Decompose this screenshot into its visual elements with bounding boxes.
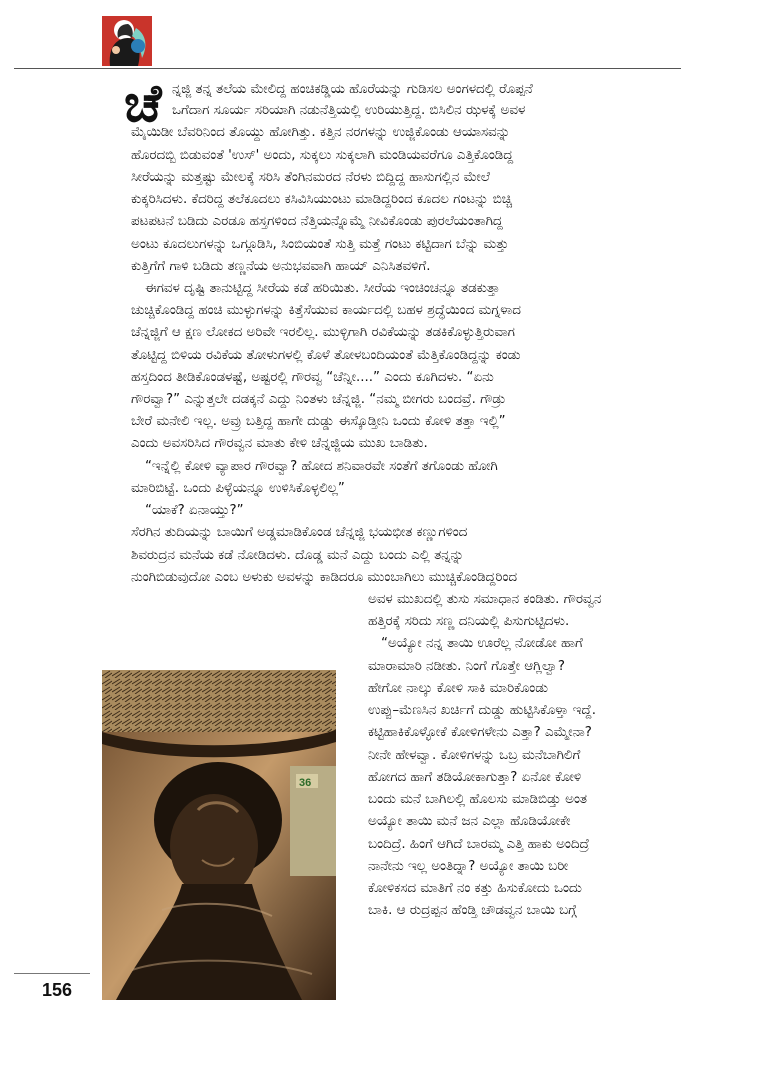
text-line: ಶಿವರುದ್ರನ ಮನೆಯ ಕಡೆ ನೋಡಿದಳು. ದೊಡ್ಡ ಮನೆ ಎದ್ದು ಬಂದು ಎಲ್ಲಿ ತನ್ನನ್ನು <box>131 548 464 563</box>
drop-cap: ಚೆ <box>124 74 162 134</box>
text-line: ಮೈಯಿಡೀ ಬೆವರಿನಿಂದ ತೊಯ್ದು ಹೋಗಿತ್ತು. ಕತ್ತಿನ ನರಗಳನ್ನು ಉಜ್ಜಿಕೊಂಡು ಆಯಾಸವನ್ನು <box>131 125 511 140</box>
text-line: ನ್ನಜ್ಜಿ ತನ್ನ ತಲೆಯ ಮೇಲಿದ್ದ ಹಂಚಿಕಡ್ಡಿಯ ಹೊರೆಯನ್ನು ಗುಡಿಸಲ ಅಂಗಳದಲ್ಲಿ ರೊಪ್ಪನೆ <box>172 82 533 97</box>
text-line: ಬಂದಿದ್ರೆ. ಹಿಂಗೆ ಆಗಿದೆ ಬಾರಮ್ಮ ಎತ್ತಿ ಹಾಕು ಅಂದಿದ್ರೆ <box>368 837 590 852</box>
text-line: ಮಾರಿಬಿಟ್ಟೆ. ಒಂದು ಪಿಳ್ಳೆಯನ್ನೂ ಉಳಿಸಿಕೊಳ್ಳಲಿಲ್ಲ” <box>131 481 345 496</box>
text-line: ಬಾಕಿ. ಆ ರುದ್ರಪ್ಪನ ಹೆಂಡ್ತಿ ಚೌಡವ್ವನ ಬಾಯಿ ಬಗ್ಗೆ <box>368 903 577 918</box>
logo-illustration <box>102 16 152 66</box>
text-line: ಪಟಪಟನೆ ಬಡಿದು ಎರಡೂ ಹಸ್ತಗಳಿಂದ ನೆತ್ತಿಯನ್ನೊಮ್ಮೆ ನೀವಿಕೊಂಡು ಪುರಲೆಯಂತಾಗಿದ್ದ <box>131 214 503 229</box>
text-line: ಹತ್ತಿರಕ್ಕೆ ಸರಿದು ಸಣ್ಣ ದನಿಯಲ್ಲಿ ಪಿಸುಗುಟ್ಟಿದಳು. <box>368 614 570 629</box>
text-line: ನೀನೇ ಹೇಳವ್ವಾ. ಕೋಳಿಗಳನ್ನು ಒಬ್ರ ಮನೆಬಾಗಿಲಿಗೆ <box>368 748 581 763</box>
text-line: “ಅಯ್ಯೋ ನನ್ನ ತಾಯಿ ಊರೆಲ್ಲ ನೋಡೋ ಹಾಗೆ <box>381 636 583 651</box>
footer-rule <box>14 973 90 974</box>
text-line: ಚೆನ್ನಜ್ಜಿಗೆ ಆ ಕ್ಷಣ ಲೋಕದ ಅರಿವೇ ಇರಲಿಲ್ಲ. ಮುಳ್ಳಿಗಾಗಿ ರವಿಕೆಯನ್ನು ತಡಕಿಕೊಳ್ಳುತ್ತಿರುವಾಗ <box>131 325 515 340</box>
text-line: ಗೌರವ್ವಾ?” ಎನ್ನುತ್ತಲೇ ದಡಕ್ಕನೆ ಎದ್ದು ನಿಂತಳು ಚೆನ್ನಜ್ಜಿ. “ನಮ್ಮ ಬೀಗರು ಬಂದವ್ರೆ. ಗೌಡ್ರು <box>131 392 506 407</box>
text-line: ಚುಚ್ಚಿಕೊಂಡಿದ್ದ ಹಂಚಿ ಮುಳ್ಳುಗಳನ್ನು ಕಿತ್ತೆಸೆಯುವ ಕಾರ್ಯದಲ್ಲಿ ಬಹಳ ಶ್ರದ್ಧೆಯಿಂದ ಮಗ್ನಳಾದ <box>131 303 521 318</box>
text-line: ಹೋಗದ ಹಾಗೆ ತಡಿಯೋಕಾಗುತ್ತಾ? ಏನೋ ಕೋಳಿ <box>368 770 582 785</box>
text-line: ಕಟ್ಟಿಹಾಕಿಕೊಳ್ಳೋಕೆ ಕೋಳಿಗಳೇನು ಎತ್ತಾ? ಎಮ್ಮೇನಾ? <box>368 725 592 740</box>
text-line: ಕುಕ್ಕರಿಸಿದಳು. ಕೆದರಿದ್ದ ತಲೆಕೂದಲು ಕಸಿವಿಸಿಯುಂಟು ಮಾಡಿದ್ದರಿಂದ ಕೂದಲ ಗಂಟನ್ನು ಬಿಚ್ಚಿ <box>131 192 513 207</box>
text-line: ತೊಟ್ಟಿದ್ದ ಬಿಳಿಯ ರವಿಕೆಯ ತೋಳುಗಳಲ್ಲಿ ಕೊಳೆ ತೋಳಬಂದಿಯಂತೆ ಮೆತ್ತಿಕೊಂಡಿದ್ದನ್ನು ಕಂಡು <box>131 348 521 363</box>
illustration-photo <box>102 670 336 1000</box>
text-line: ಈಗವಳ ದೃಷ್ಟಿ ತಾನುಟ್ಟಿದ್ದ ಸೀರೆಯ ಕಡೆ ಹರಿಯಿತು. ಸೀರೆಯ ಇಂಚಿಂಚನ್ನೂ ತಡಕುತ್ತಾ <box>145 281 500 296</box>
text-line: ಅಂಟು ಕೂದಲುಗಳನ್ನು ಒಗ್ಗೂಡಿಸಿ, ಸಿಂಬಿಯಂತೆ ಸುತ್ತಿ ಮತ್ತೆ ಗಂಟು ಕಟ್ಟಿದಾಗ ಬೆನ್ನು ಮತ್ತು <box>131 237 509 252</box>
text-line: ಹೊರದಬ್ಬಿ ಬಿಡುವಂತೆ 'ಉಸ್' ಅಂದು, ಸುಕ್ಕಲು ಸುಕ್ಕಲಾಗಿ ಮಂಡಿಯವರೆಗೂ ಎತ್ತಿಕೊಂಡಿದ್ದ <box>131 148 514 163</box>
text-line: ಅವಳ ಮುಖದಲ್ಲಿ ತುಸು ಸಮಾಧಾನ ಕಂಡಿತು. ಗೌರವ್ವನ <box>368 592 602 607</box>
text-line: ಕುತ್ತಿಗೆಗೆ ಗಾಳಿ ಬಡಿದು ತಣ್ಣನೆಯ ಅನುಭವವಾಗಿ ಹಾಯ್ ಎನಿಸಿತವಳಿಗೆ. <box>131 259 431 274</box>
text-line: ನಾನೇನು ಇಲ್ಲ ಅಂತಿದ್ನಾ? ಅಯ್ಯೋ ತಾಯಿ ಬರೀ <box>368 859 569 874</box>
photo-badge: 36 <box>299 777 312 789</box>
text-line: ಹೇಗೋ ನಾಲ್ಕು ಕೋಳಿ ಸಾಕಿ ಮಾರಿಕೊಂಡು <box>368 681 548 696</box>
text-line: ಬೇರೆ ಮನೇಲಿ ಇಲ್ಲ. ಅವ್ರು ಬತ್ತಿದ್ದ ಹಾಗೇ ದುಡ್ಡು ಈಸ್ಕೊಡ್ತೀನಿ ಒಂದು ಕೋಳಿ ತತ್ತಾ ಇಲ್ಲಿ” <box>131 414 506 429</box>
page-number: 156 <box>42 980 73 1000</box>
text-line: “ಇನ್ನೆಲ್ಲಿ ಕೋಳಿ ವ್ಯಾಪಾರ ಗೌರವ್ವಾ? ಹೋದ ಶನಿವಾರವೇ ಸಂತೆಗೆ ತಗೊಂಡು ಹೋಗಿ <box>145 459 498 474</box>
text-line: ಉಪ್ಪು–ಮೆಣಸಿನ ಖರ್ಚಿಗೆ ದುಡ್ಡು ಹುಟ್ಟಿಸಿಕೊಳ್ತಾ ಇದ್ದೆ. <box>368 703 597 718</box>
text-line: ಒಗೆದಾಗ ಸೂರ್ಯ ಸರಿಯಾಗಿ ನಡುನೆತ್ತಿಯಲ್ಲಿ ಉರಿಯುತ್ತಿದ್ದ. ಬಿಸಿಲಿನ ಝಳಕ್ಕೆ ಅವಳ <box>172 103 526 118</box>
text-line: ಸೀರೆಯನ್ನು ಮತ್ತಷ್ಟು ಮೇಲಕ್ಕೆ ಸರಿಸಿ ತೆಂಗಿನಮರದ ನೆರಳು ಬಿದ್ದಿದ್ದ ಹಾಸುಗಲ್ಲಿನ ಮೇಲೆ <box>131 170 490 185</box>
text-line: ಕೋಳಿಕಸದ ಮಾತಿಗೆ ನಂ ಕತ್ತು ಹಿಸುಕೋದು ಒಂದು <box>368 881 582 896</box>
text-line: ನುಂಗಿಬಿಡುವುದೋ ಎಂಬ ಅಳುಕು ಅವಳನ್ನು ಕಾಡಿದರೂ ಮುಂಬಾಗಿಲು ಮುಚ್ಚಿಕೊಂಡಿದ್ದರಿಂದ <box>131 570 518 585</box>
text-line: “ಯಾಕೆ? ಏನಾಯ್ತು?” <box>145 503 244 518</box>
text-line: ಅಯ್ಯೋ ತಾಯಿ ಮನೆ ಜನ ಎಲ್ಲಾ ಹೊಡಿಯೋಕೇ <box>368 814 571 829</box>
text-line: ಮಾರಾಮಾರಿ ನಡೀತು. ನಿಂಗೆ ಗೊತ್ತೇ ಆಗ್ಲಿಲ್ವಾ? <box>368 659 565 674</box>
text-line: ಸೆರಗಿನ ತುದಿಯನ್ನು ಬಾಯಿಗೆ ಅಡ್ಡಮಾಡಿಕೊಂಡ ಚೆನ್ನಜ್ಜಿ ಭಯಭೀತ ಕಣ್ಣುಗಳಿಂದ <box>131 525 468 540</box>
text-line: ಎಂದು ಅವಸರಿಸಿದ ಗೌರವ್ವನ ಮಾತು ಕೇಳಿ ಚೆನ್ನಜ್ಜಿಯ ಮುಖ ಬಾಡಿತು. <box>131 436 428 451</box>
text-line: ಬಂದು ಮನೆ ಬಾಗಿಲಲ್ಲಿ ಹೊಲಸು ಮಾಡಿಬಿಡ್ತು ಅಂತ <box>368 792 587 807</box>
header-rule <box>14 68 681 69</box>
text-line: ಹಸ್ತದಿಂದ ತೀಡಿಕೊಂಡಳಷ್ಟೆ, ಅಷ್ಟರಲ್ಲಿ ಗೌರವ್ವ “ಚೆನ್ನೀ....” ಎಂದು ಕೂಗಿದಳು. “ಏನು <box>131 370 494 385</box>
